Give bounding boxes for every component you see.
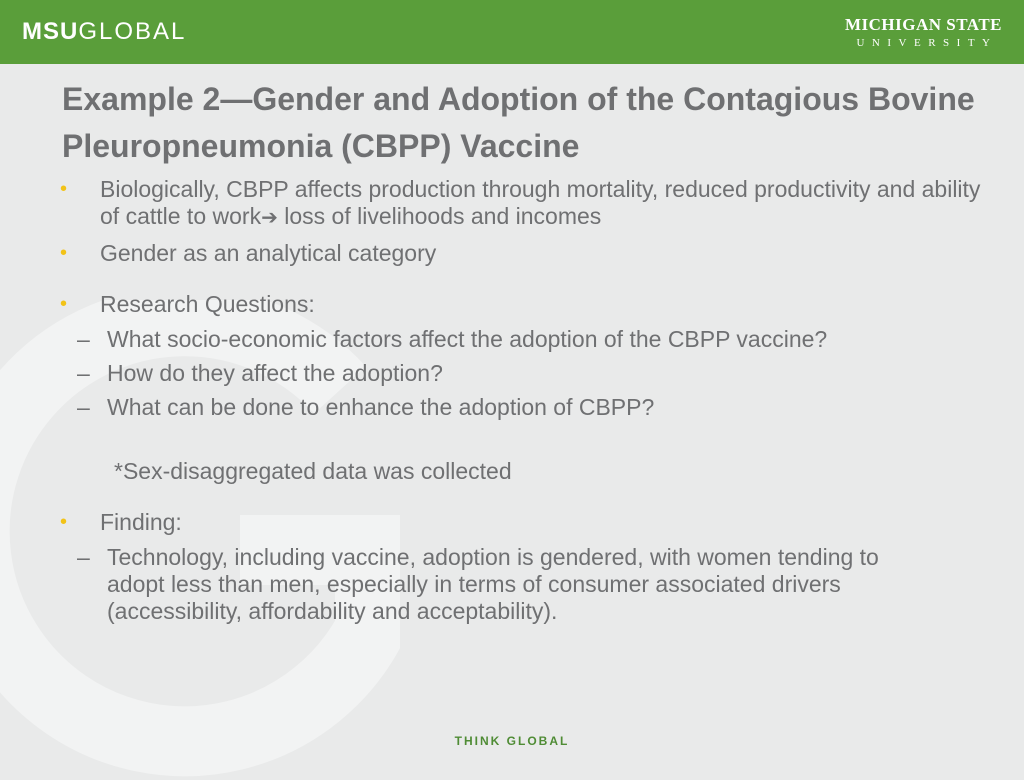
bullet-list: [62, 176, 982, 318]
slide-content: [62, 76, 982, 625]
bullet-research-questions: [62, 291, 982, 318]
michigan-state-logo: [845, 15, 1002, 50]
bullet-text-a: Biologically, CBPP affects production through mortality, reduced productivity and ability of cattle to work: [100, 176, 981, 229]
brand-bold: MSU: [22, 18, 79, 45]
bullet-biologically: [62, 176, 982, 232]
finding-text: Technology, including vaccine, adoption is gendered, with women tending to adopt less than men, especially in terms of consumer associated drivers (accessibility, affordability and acceptability).: [107, 544, 879, 624]
dash-icon: –: [77, 544, 90, 570]
bullet-dot-icon: •: [60, 178, 68, 200]
question-text: What socio-economic factors affect the adoption of the CBPP vaccine?: [107, 326, 828, 352]
think-global-tagline: THINK GLOBAL: [454, 734, 570, 748]
university-name: MICHIGAN STATE: [844, 15, 1002, 34]
bullet-gender: [62, 240, 982, 267]
msu-global-logo: [22, 19, 186, 45]
finding-list: [62, 509, 982, 536]
question-text: What can be done to enhance the adoption of CBPP?: [107, 394, 655, 420]
question-text: How do they affect the adoption?: [107, 360, 443, 386]
bullet-text: Research Questions:: [100, 291, 315, 317]
header-bar: [0, 0, 1024, 64]
brand-light: GLOBAL: [78, 18, 187, 45]
bullet-text: Finding:: [100, 509, 182, 535]
data-note: *Sex-disaggregated data was collected: [114, 458, 512, 484]
bullet-dot-icon: •: [60, 242, 68, 264]
arrow-right-icon: ➔: [261, 207, 278, 229]
finding-item: [62, 544, 902, 625]
question-item: [62, 394, 982, 421]
dash-icon: –: [77, 360, 90, 386]
dash-icon: –: [77, 326, 90, 352]
question-list: [62, 326, 982, 421]
slide-title: Example 2—Gender and Adoption of the Contagious Bovine Pleuropneumonia (CBPP) Vaccine: [62, 81, 975, 164]
bullet-dot-icon: •: [60, 511, 68, 533]
bullet-text-b: loss of livelihoods and incomes: [277, 203, 602, 229]
bullet-finding: [62, 509, 982, 536]
question-item: [62, 360, 982, 387]
bullet-text: Gender as an analytical category: [100, 240, 437, 266]
university-word: UNIVERSITY: [856, 37, 998, 49]
question-item: [62, 326, 982, 353]
dash-icon: –: [77, 394, 90, 420]
finding-detail-list: [62, 544, 902, 625]
bullet-dot-icon: •: [60, 293, 68, 315]
